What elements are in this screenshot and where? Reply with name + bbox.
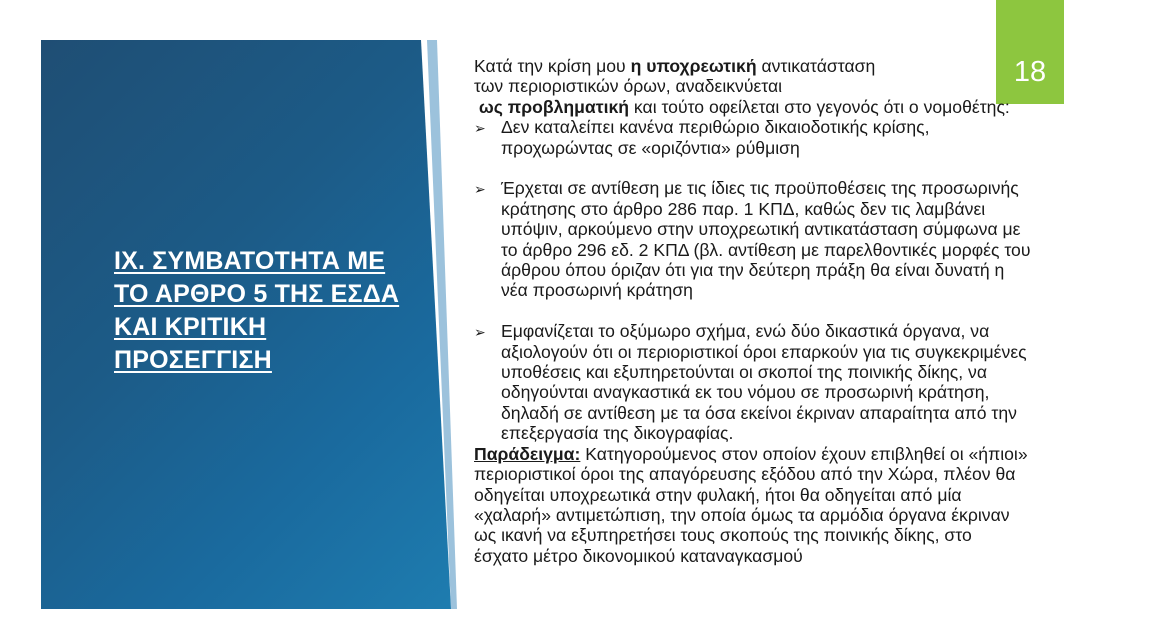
- example-line-1: Παράδειγμα: Κατηγορούμενος στον οποίον έχουν επιβληθεί οι «ήπιοι»: [474, 443, 1028, 464]
- example-line: έσχατο μέτρο δικονομικού καταναγκασμού: [474, 545, 803, 566]
- arrow-bullet-icon: ➢: [474, 324, 486, 341]
- slide-title: IX. ΣΥΜΒΑΤΟΤΗΤΑ ΜΕ ΤΟ ΑΡΘΡΟ 5 ΤΗΣ ΕΣΔΑ ΚΑΙ ΚΡΙΤΙΚΗ ΠΡΟΣΕΓΓΙΣΗ: [114, 247, 400, 374]
- example-line: περιοριστικοί όροι της απαγόρευσης εξόδου από την Χώρα, πλέον θα: [474, 464, 1016, 485]
- bullet-item: ➢ Έρχεται σε αντίθεση με τις ίδιες τις προϋποθέσεις της προσωρινής κράτησης στο άρθρο 286 παρ. 1 ΚΠΔ, καθώς δεν τις λαμβάνει υπόψιν, αρκούμενο στην υποχρεωτική αντικατάσταση σύμφωνα με το άρθρο 296 εδ. 2 ΚΠΔ (βλ. αντίθεση με παρελθοντικές μορφές του άρθρου όπου όριζαν ότι για την δεύτερη πράξη θα είναι δυνατή η νέα προσωρινή κράτηση: [474, 178, 1031, 301]
- bullet-item: ➢ Εμφανίζεται το οξύμωρο σχήμα, ενώ δύο δικαστικά όργανα, να αξιολογούν ότι οι περιοριστικοί όροι επαρκούν για τις συγκεκριμένες υποθέσεις και εξυπηρετούνται οι σκοποί της ποινικής δίκης, να οδηγούνται αναγκαστικά εκ του νόμου σε προσωρινή κράτηση, δηλαδή σε αντίθεση με τα όσα εκείνοι έκριναν απαραίτητα από την επεξεργασία της δικογραφίας.: [474, 321, 1027, 444]
- decorative-stripe: [421, 40, 461, 609]
- intro-line-1: Κατά την κρίση μου η υποχρεωτική αντικατάσταση: [474, 56, 876, 76]
- bullet-item: ➢ Δεν καταλείπει κανένα περιθώριο δικαιοδοτικής κρίσης, προχωρώντας σε «οριζόντια» ρύθμιση: [474, 117, 930, 158]
- page-number: 18: [1013, 56, 1047, 88]
- intro-line-3: ως προβληματική και τούτο οφείλεται στο γεγονός ότι ο νομοθέτης:: [478, 96, 1010, 117]
- example-line: οδηγείται υποχρεωτικά στην φυλακή, ήτοι θα οδηγείται από μία: [474, 484, 962, 505]
- arrow-bullet-icon: ➢: [474, 181, 486, 198]
- intro-line-2: των περιοριστικών όρων, αναδεικνύεται: [474, 76, 783, 97]
- example-label: Παράδειγμα:: [474, 443, 581, 464]
- example-line: «χαλαρή» αντιμετώπιση, την οποία όμως τα αρμόδια όργανα έκριναν: [474, 504, 1010, 525]
- example-line: ως ικανή να εξυπηρετήσει τους σκοπούς της ποινικής δίκης, στο: [474, 525, 972, 546]
- arrow-bullet-icon: ➢: [474, 120, 486, 137]
- title-panel: [41, 40, 461, 609]
- slide-body: [474, 56, 1146, 566]
